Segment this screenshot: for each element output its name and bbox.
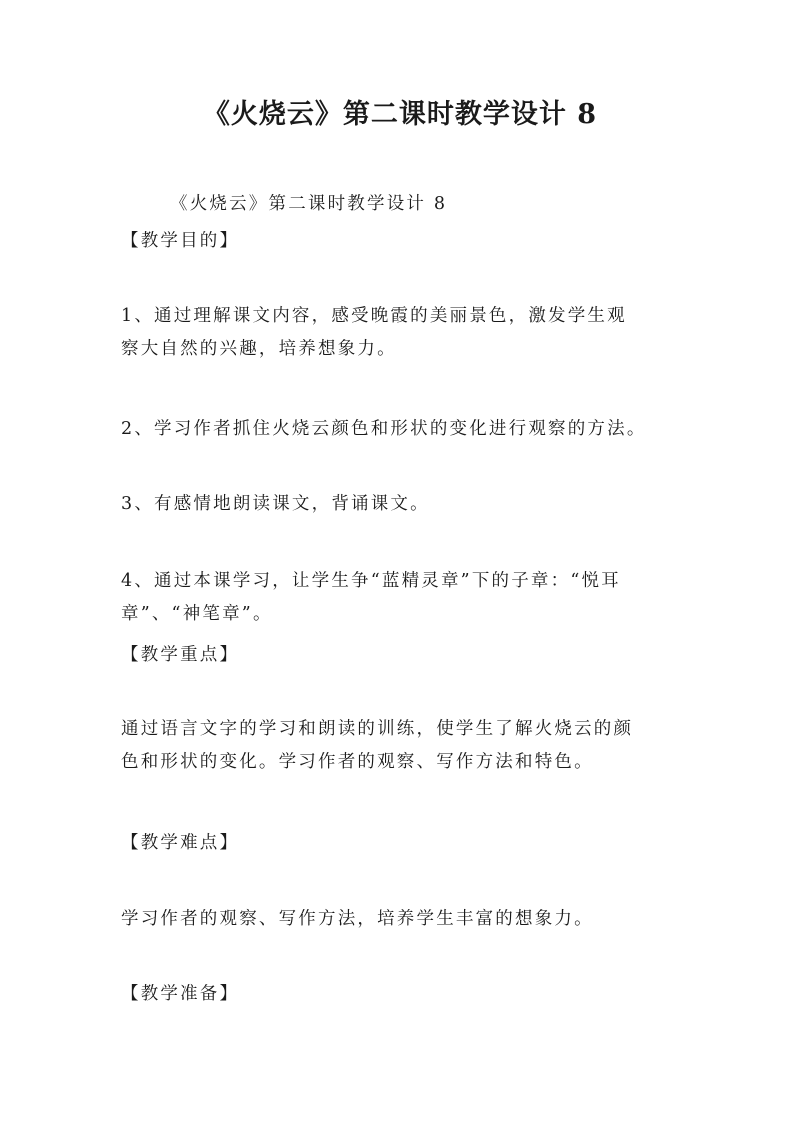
objective-2: 2、学习作者抓住火烧云颜色和形状的变化进行观察的方法。 <box>121 419 647 439</box>
heading-difficulties: 【教学难点】 <box>121 833 240 853</box>
key-points-line-1: 通过语言文字的学习和朗读的训练，使学生了解火烧云的颜 <box>121 719 634 739</box>
objective-1-line-1: 1、通过理解课文内容，感受晚霞的美丽景色，激发学生观 <box>121 306 627 326</box>
key-points <box>121 713 701 779</box>
objective-3: 3、有感情地朗读课文，背诵课文。 <box>121 494 430 514</box>
heading-preparation: 【教学准备】 <box>121 984 240 1004</box>
document-subtitle: 《火烧云》第二课时教学设计 8 <box>170 194 448 214</box>
objective-1-line-2: 察大自然的兴趣，培养想象力。 <box>121 339 397 359</box>
key-points-line-2: 色和形状的变化。学习作者的观察、写作方法和特色。 <box>121 752 594 772</box>
objective-4-line-2: 章”、“神笔章”。 <box>121 604 273 624</box>
heading-key-points: 【教学重点】 <box>121 645 240 665</box>
objective-1 <box>121 300 701 366</box>
document-title: 《火烧云》第二课时教学设计 8 <box>202 99 598 130</box>
objective-4-line-1: 4、通过本课学习，让学生争“蓝精灵章”下的子章：“悦耳 <box>121 571 621 591</box>
objective-4 <box>121 565 701 631</box>
heading-objectives: 【教学目的】 <box>121 231 240 251</box>
difficulties: 学习作者的观察、写作方法，培养学生丰富的想象力。 <box>121 909 594 929</box>
